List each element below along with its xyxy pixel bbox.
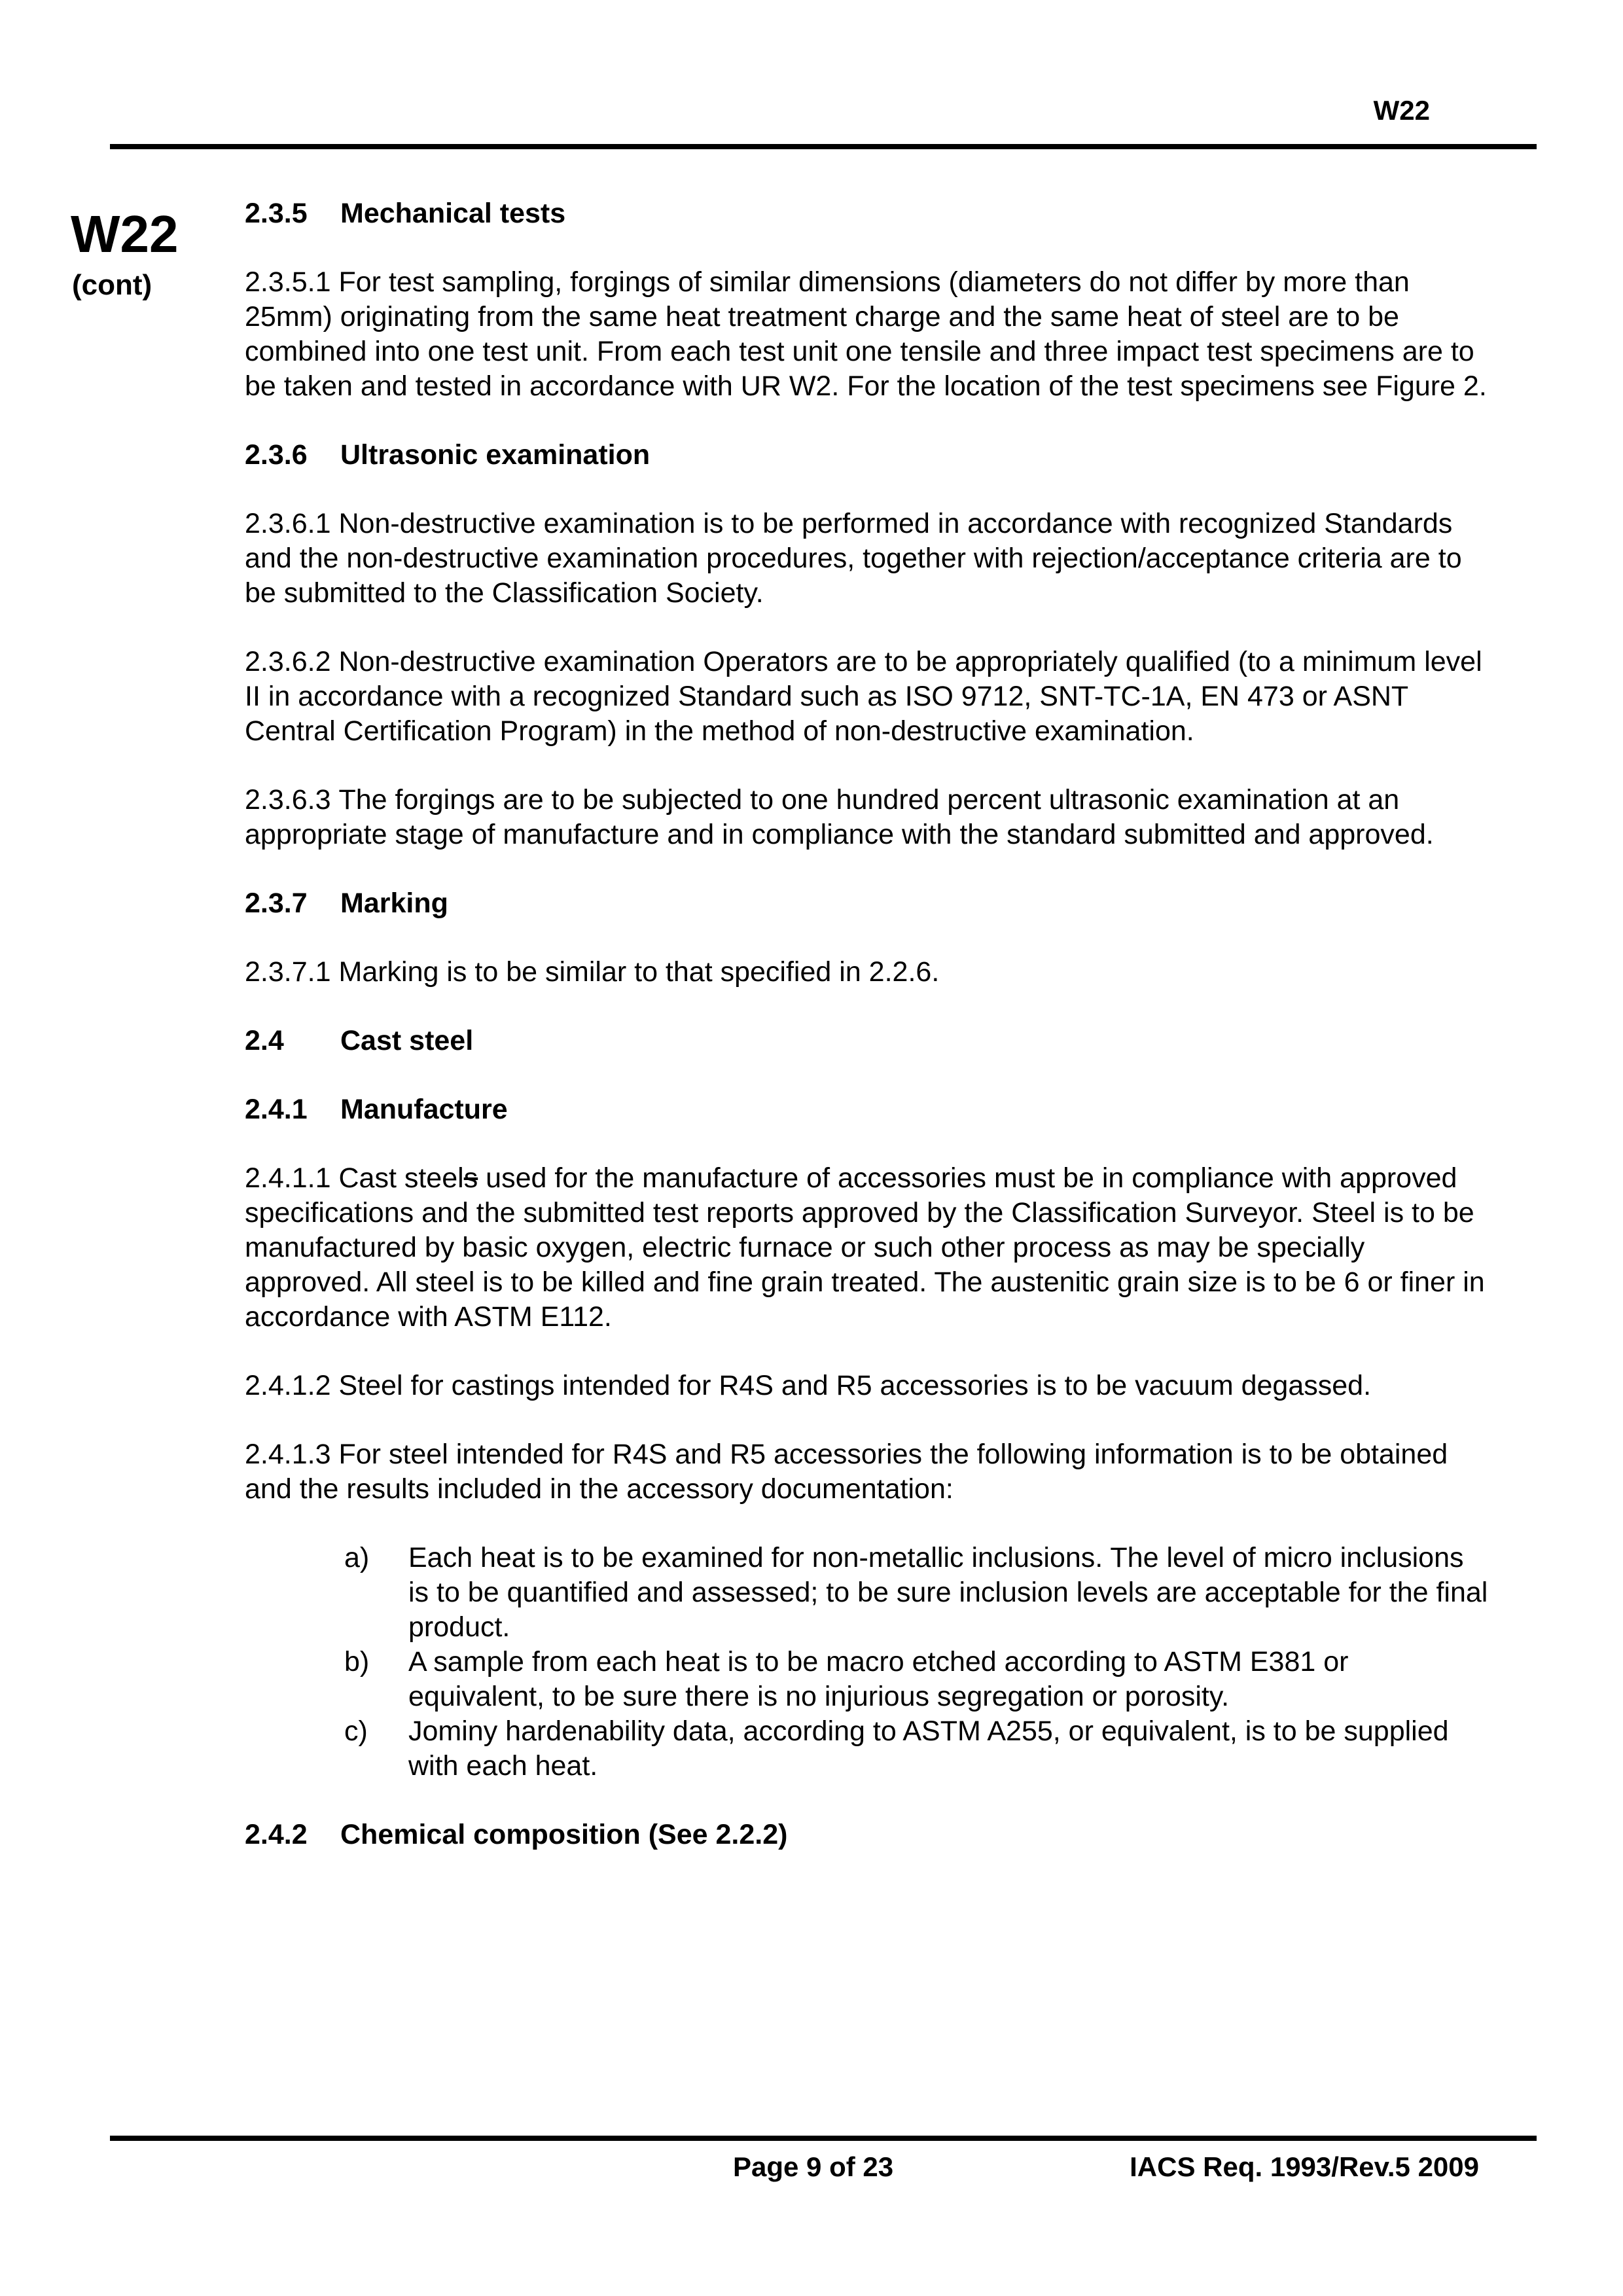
list-item-text: A sample from each heat is to be macro etched according to ASTM E381 or equivalent, to be sure there is no injurious segregation or porosity. — [408, 1646, 1349, 1712]
paragraph-2-4-1-1 — [245, 1161, 1488, 1335]
paragraph-text: The forgings are to be subjected to one hundred percent ultrasonic examination at an appropriate stage of manufacture and in compliance with the standard submitted and approved. — [245, 784, 1434, 850]
heading-title: Manufacture — [340, 1094, 508, 1125]
list-marker: a) — [344, 1542, 370, 1573]
paragraph-number: 2.3.6.2 — [245, 646, 331, 677]
paragraph-text: Marking is to be similar to that specified in 2.2.6. — [338, 956, 940, 988]
heading-2-3-7 — [245, 886, 1488, 921]
heading-number: 2.4.2 — [245, 1819, 308, 1850]
paragraph-number: 2.3.6.3 — [245, 784, 331, 816]
heading-2-4-1 — [245, 1092, 1488, 1127]
paragraph-number: 2.3.5.1 — [245, 266, 331, 298]
paragraph-2-3-6-2 — [245, 645, 1488, 749]
heading-number: 2.3.5 — [245, 198, 308, 229]
requirements-list — [245, 1541, 1488, 1784]
paragraph-number: 2.4.1.1 — [245, 1162, 331, 1194]
paragraph-2-4-1-3 — [245, 1437, 1488, 1507]
heading-2-3-6 — [245, 438, 1488, 473]
margin-cont: (cont) — [72, 269, 152, 301]
paragraph-text: Non-destructive examination is to be performed in accordance with recognized Standards and the non-destructive examination procedures, together with rejection/acceptance criteria are to be submitted to the Classification Society. — [245, 508, 1462, 609]
heading-title: Mechanical tests — [340, 198, 566, 229]
footer-rule — [110, 2136, 1537, 2141]
struck-text: s — [463, 1162, 478, 1194]
paragraph-text-start: Cast steel — [338, 1162, 464, 1194]
paragraph-text: For steel intended for R4S and R5 accessories the following information is to be obtained and the results included in the accessory documentation: — [245, 1439, 1448, 1505]
heading-number: 2.3.7 — [245, 888, 308, 919]
list-item-text: Each heat is to be examined for non-metallic inclusions. The level of micro inclusions is to be quantified and assessed; to be sure inclusion levels are acceptable for the final product. — [408, 1542, 1488, 1643]
heading-2-4 — [245, 1024, 1488, 1058]
heading-2-3-5 — [245, 196, 1488, 231]
list-item — [245, 1645, 1488, 1714]
paragraph-2-4-1-2 — [245, 1369, 1488, 1403]
margin-code: W22 — [71, 205, 179, 263]
paragraph-2-3-6-1 — [245, 507, 1488, 611]
paragraph-2-3-6-3 — [245, 783, 1488, 852]
heading-title: Marking — [340, 888, 448, 919]
list-item — [245, 1541, 1488, 1645]
list-item — [245, 1714, 1488, 1784]
list-item-text: Jominy hardenability data, according to ASTM A255, or equivalent, is to be supplied with each heat. — [408, 1715, 1449, 1782]
list-marker: b) — [344, 1646, 370, 1677]
paragraph-2-3-7-1 — [245, 955, 1488, 990]
heading-title: Chemical composition (See 2.2.2) — [340, 1819, 788, 1850]
paragraph-number: 2.3.7.1 — [245, 956, 331, 988]
heading-number: 2.4 — [245, 1025, 284, 1056]
heading-title: Cast steel — [340, 1025, 474, 1056]
paragraph-number: 2.3.6.1 — [245, 508, 331, 539]
heading-number: 2.4.1 — [245, 1094, 308, 1125]
paragraph-number: 2.4.1.3 — [245, 1439, 331, 1470]
paragraph-text: Non-destructive examination Operators are to be appropriately qualified (to a minimum level II in accordance with a recognized Standard such as ISO 9712, SNT-TC-1A, EN 473 or ASNT Central Certification Program) in the method of non-destructive examination. — [245, 646, 1482, 747]
document-reference: IACS Req. 1993/Rev.5 2009 — [1130, 2151, 1479, 2182]
paragraph-text: For test sampling, forgings of similar dimensions (diameters do not differ by more than 25mm) originating from the same heat treatment charge and the same heat of steel are to be combined into one test unit. From each test unit one tensile and three impact test specimens are to be taken and tested in accordance with UR W2. For the location of the test specimens see Figure 2. — [245, 266, 1487, 402]
paragraph-text-rest: used for the manufacture of accessories must be in compliance with approved specifications and the submitted test reports approved by the Classification Surveyor. Steel is to be manufactured by basic oxygen, electric furnace or such other process as may be specially approved. All steel is to be killed and fine grain treated. The austenitic grain size is to be 6 or finer in accordance with ASTM E112. — [245, 1162, 1485, 1333]
header-code: W22 — [1373, 95, 1430, 126]
page-number: Page 9 of 23 — [733, 2151, 894, 2182]
heading-2-4-2 — [245, 1818, 1488, 1852]
heading-title: Ultrasonic examination — [340, 439, 651, 471]
list-marker: c) — [344, 1715, 368, 1747]
document-body — [245, 196, 1488, 1886]
paragraph-number: 2.4.1.2 — [245, 1370, 331, 1401]
heading-number: 2.3.6 — [245, 439, 308, 471]
paragraph-text: Steel for castings intended for R4S and R5 accessories is to be vacuum degassed. — [338, 1370, 1372, 1401]
header-rule — [110, 144, 1537, 149]
paragraph-2-3-5-1 — [245, 265, 1488, 404]
